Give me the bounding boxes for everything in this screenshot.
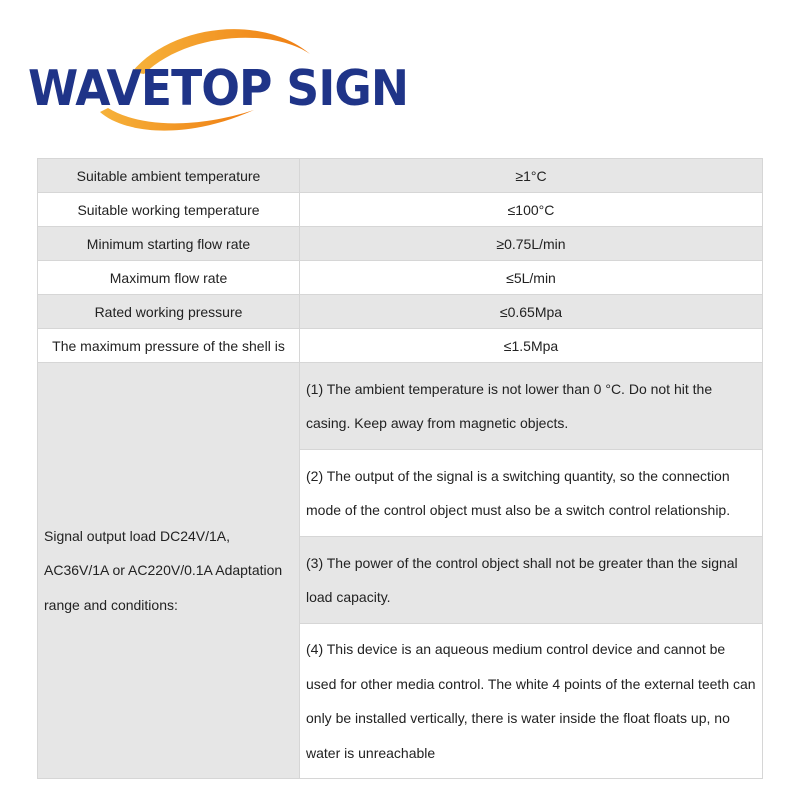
spec-value: ≤100°C bbox=[300, 193, 763, 227]
condition-item: (2) The output of the signal is a switching quantity, so the connection mode of the control object must also be a switch control relationship. bbox=[300, 450, 763, 537]
table-row bbox=[38, 261, 763, 295]
table-row bbox=[38, 329, 763, 363]
condition-item: (3) The power of the control object shall not be greater than the signal load capacity. bbox=[300, 537, 763, 624]
condition-item: (1) The ambient temperature is not lower than 0 °C. Do not hit the casing. Keep away from magnetic objects. bbox=[300, 363, 763, 450]
table-row bbox=[38, 363, 763, 450]
spec-label: Suitable working temperature bbox=[38, 193, 300, 227]
spec-value: ≥1°C bbox=[300, 159, 763, 193]
table-row bbox=[38, 227, 763, 261]
spec-table bbox=[37, 158, 763, 779]
spec-value: ≤0.65Mpa bbox=[300, 295, 763, 329]
spec-label: The maximum pressure of the shell is bbox=[38, 329, 300, 363]
brand-logo bbox=[22, 14, 409, 144]
spec-label: Suitable ambient temperature bbox=[38, 159, 300, 193]
table-row bbox=[38, 159, 763, 193]
spec-label: Rated working pressure bbox=[38, 295, 300, 329]
signal-label: Signal output load DC24V/1A, AC36V/1A or AC220V/0.1A Adaptation range and conditions: bbox=[38, 363, 300, 779]
table-row bbox=[38, 193, 763, 227]
logo-text: WAVETOP SIGN bbox=[28, 60, 409, 117]
spec-label: Minimum starting flow rate bbox=[38, 227, 300, 261]
spec-value: ≤5L/min bbox=[300, 261, 763, 295]
spec-value: ≤1.5Mpa bbox=[300, 329, 763, 363]
spec-label: Maximum flow rate bbox=[38, 261, 300, 295]
spec-value: ≥0.75L/min bbox=[300, 227, 763, 261]
table-row bbox=[38, 295, 763, 329]
condition-item: (4) This device is an aqueous medium control device and cannot be used for other media control. The white 4 points of the external teeth can only be installed vertically, there is water inside the float floats up, no water is unreachable bbox=[300, 624, 763, 779]
